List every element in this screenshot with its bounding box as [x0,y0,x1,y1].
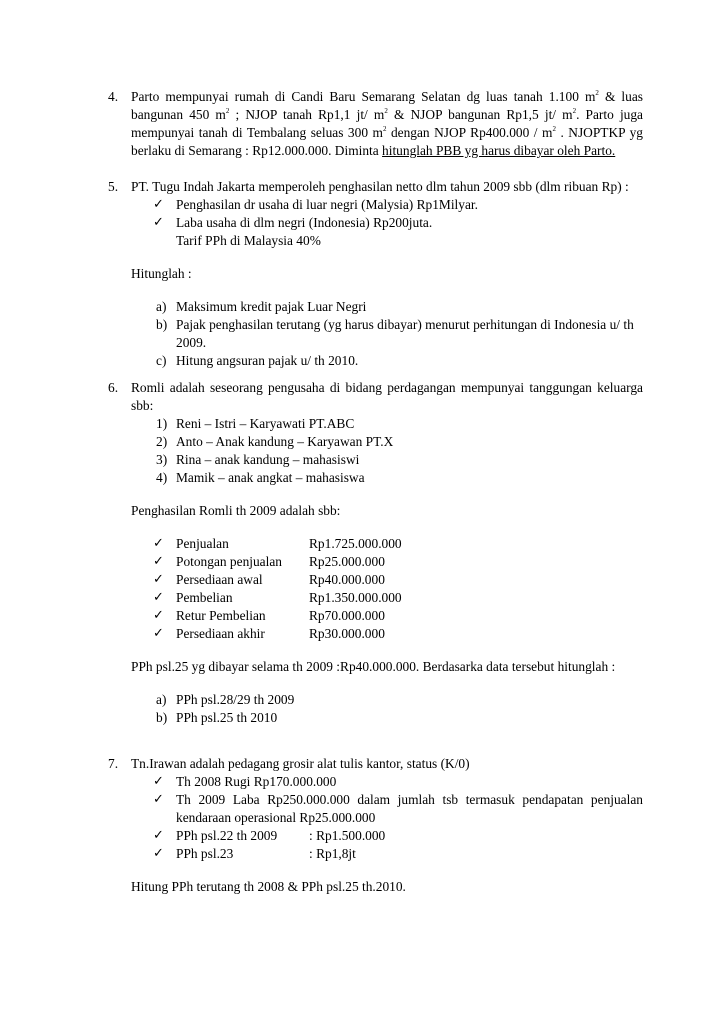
question-4 [108,88,643,160]
checkmark-icon: ✓ [153,792,164,807]
checkmark-icon: ✓ [153,608,164,623]
sub-question-continuation: 2009. [176,335,207,350]
question-number: 4. [108,89,119,104]
sub-question: a) PPh psl.28/29 th 2009 [156,692,295,707]
question-6 [108,379,643,727]
question-body [131,88,643,160]
section-heading: Penghasilan Romli th 2009 adalah sbb: [131,503,341,518]
sub-question: a) Maksimum kredit pajak Luar Negri [156,299,367,314]
question-body [131,178,643,370]
checklist-item: ✓ Th 2009 Laba Rp250.000.000 dalam jumlah tsb termasuk pendapatan penjualan [153,792,643,807]
text-line: berlaku di Semarang : Rp12.000.000. Diminta hitunglah PBB yg harus dibayar oleh Parto. [131,143,616,158]
question-intro: Tn.Irawan adalah pedagang grosir alat tulis kantor, status (K/0) [131,756,470,771]
text-line: bangunan 450 $m^2$ ; NJOP tanah Rp1,1 jt/ $m^2$ & NJOP bangunan Rp1,5 jt/ $m^2$. Parto juga [131,107,643,122]
family-member: 1) Reni – Istri – Karyawati PT.ABC [156,416,355,431]
section-heading: Hitunglah : [131,266,192,281]
income-item: ✓ Persediaan akhir Rp30.000.000 [153,626,385,641]
question-7 [108,755,643,896]
checklist-item: ✓ PPh psl.23 : Rp1,8jt [153,846,356,861]
question-body [131,379,643,727]
checkmark-icon: ✓ [153,846,164,861]
pph-statement: PPh psl.25 yg dibayar selama th 2009 :Rp40.000.000. Berdasarka data tersebut hitunglah : [131,659,616,674]
question-number: 5. [108,179,119,194]
text-line: mempunyai tanah di Tembalang seluas 300 $m^2$ dengan NJOP $Rp400.000 / m^2$ . NJOPTKP yg [131,125,643,140]
checklist-item: ✓ Laba usaha di dlm negri (Indonesia) Rp200juta. [153,215,433,230]
checklist-continuation: kendaraan operasional Rp25.000.000 [176,810,376,825]
income-item: ✓ Penjualan Rp1.725.000.000 [153,536,402,551]
text-line: Parto mempunyai rumah di Candi Baru Semarang Selatan dg luas tanah 1.100 $m^2$ & luas [131,89,643,104]
checklist-item: ✓ Th 2008 Rugi Rp170.000.000 [153,774,337,789]
income-item: ✓ Retur Pembelian Rp70.000.000 [153,608,385,623]
sub-question: b) Pajak penghasilan terutang (yg harus dibayar) menurut perhitungan di Indonesia u/ th [156,317,634,332]
checkmark-icon: ✓ [153,197,164,212]
family-member: 2) Anto – Anak kandung – Karyawan PT.X [156,434,394,449]
question-body [131,755,643,896]
checkmark-icon: ✓ [153,536,164,551]
checkmark-icon: ✓ [153,626,164,641]
checkmark-icon: ✓ [153,774,164,789]
checklist-item: ✓ PPh psl.22 th 2009 : Rp1.500.000 [153,828,386,843]
checkmark-icon: ✓ [153,590,164,605]
checkmark-icon: ✓ [153,554,164,569]
tarif-line: Tarif PPh di Malaysia 40% [176,233,321,248]
question-intro: sbb: [131,398,154,413]
family-member: 3) Rina – anak kandung – mahasiswi [156,452,360,467]
question-intro: PT. Tugu Indah Jakarta memperoleh penghasilan netto dlm tahun 2009 sbb (dlm ribuan Rp) : [131,179,629,194]
closing-instruction: Hitung PPh terutang th 2008 & PPh psl.25 th.2010. [131,879,406,894]
family-member: 4) Mamik – anak angkat – mahasiswa [156,470,365,485]
income-item: ✓ Persediaan awal Rp40.000.000 [153,572,385,587]
checkmark-icon: ✓ [153,572,164,587]
checkmark-icon: ✓ [153,215,164,230]
income-item: ✓ Potongan penjualan Rp25.000.000 [153,554,385,569]
underlined-instruction: hitunglah PBB yg harus dibayar oleh Parto. [382,143,616,158]
question-number: 7. [108,756,119,771]
question-5 [108,178,643,370]
sub-question: c) Hitung angsuran pajak u/ th 2010. [156,353,359,368]
checkmark-icon: ✓ [153,828,164,843]
income-item: ✓ Pembelian Rp1.350.000.000 [153,590,402,605]
checklist-item: ✓ Penghasilan dr usaha di luar negri (Malysia) Rp1Milyar. [153,197,478,212]
question-number: 6. [108,380,119,395]
sub-question: b) PPh psl.25 th 2010 [156,710,278,725]
question-intro: Romli adalah seseorang pengusaha di bidang perdagangan mempunyai tanggungan keluarga [131,380,643,395]
